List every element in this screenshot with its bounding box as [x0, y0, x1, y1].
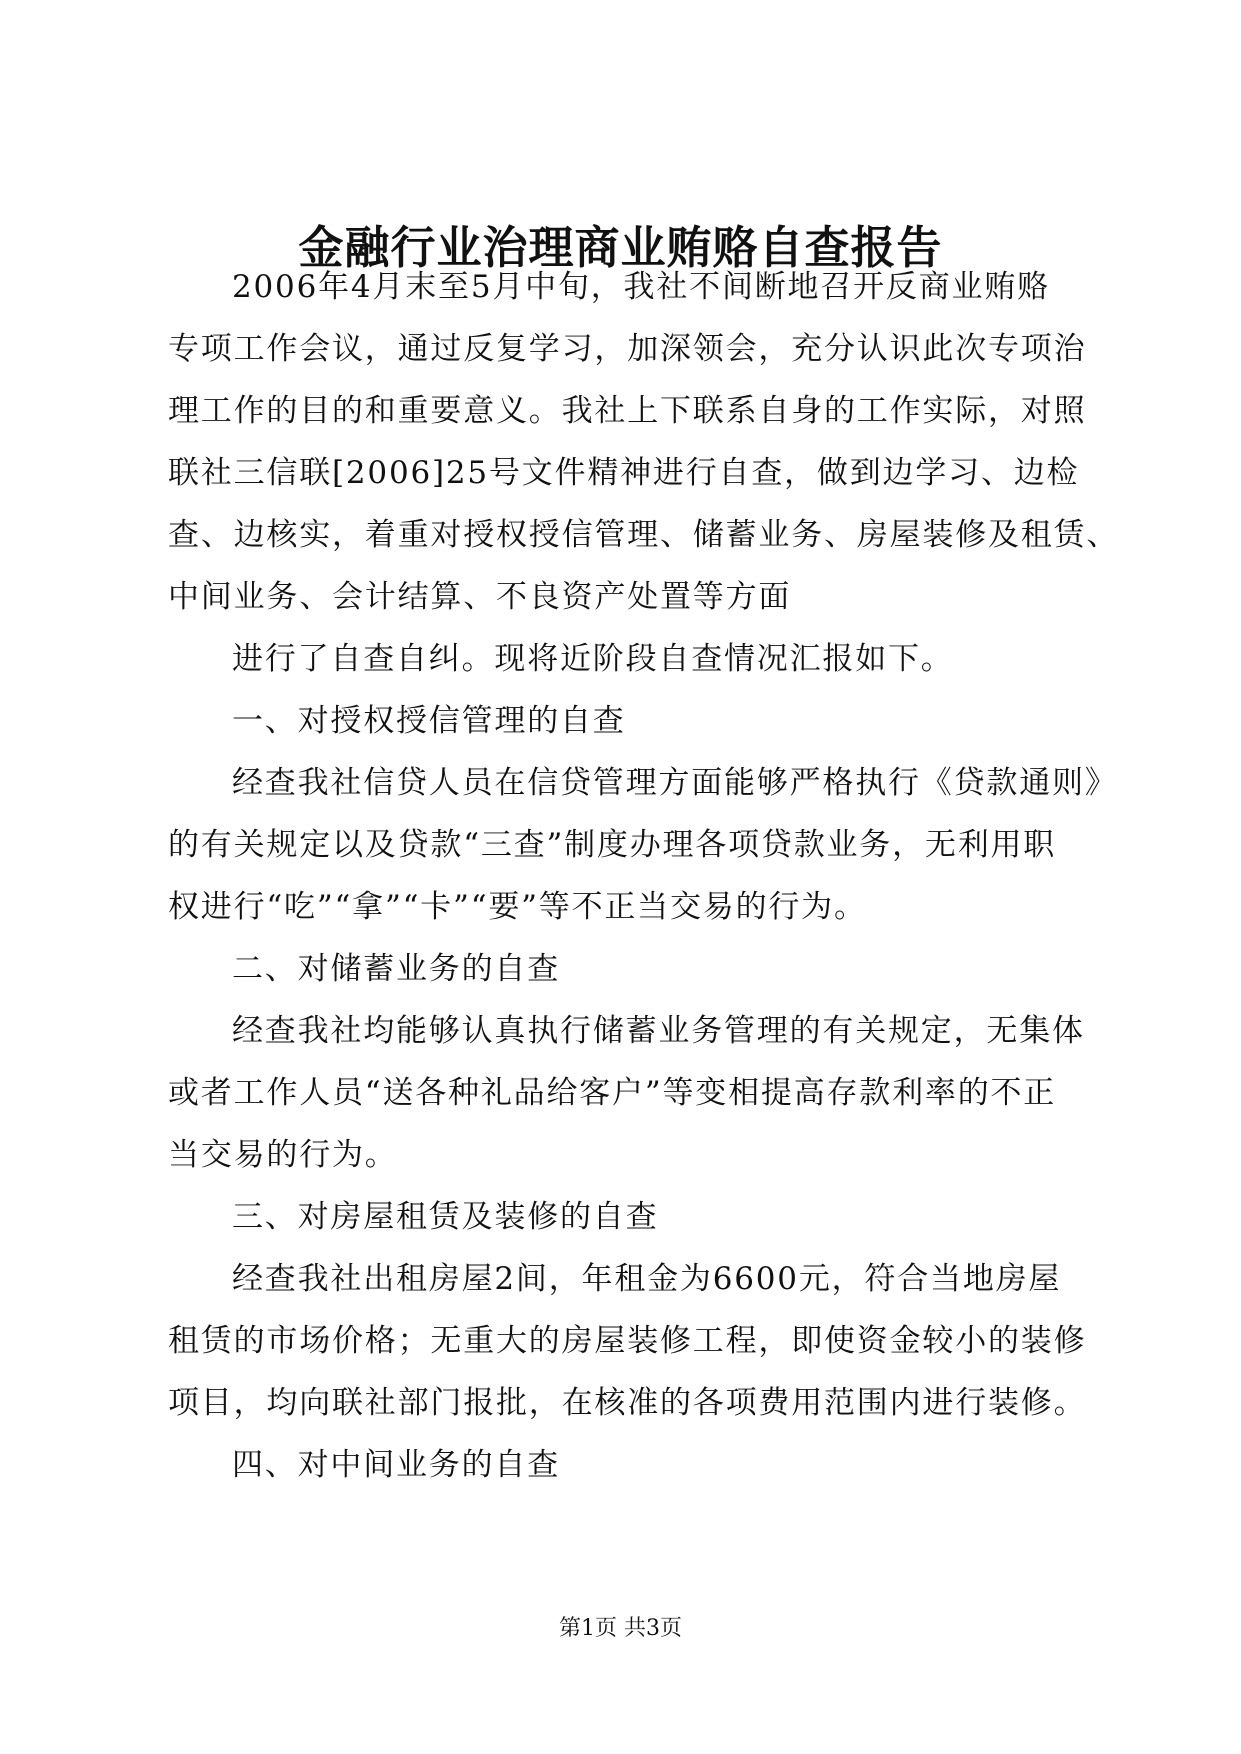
page-footer: 第1页 共3页: [559, 1616, 682, 1641]
document-title: 金融行业治理商业贿赂自查报告: [298, 221, 943, 274]
text-line-4: 联社三信联[2006]25号文件精神进行自查，做到边学习、边检: [168, 455, 1080, 491]
section-heading-2: 二、对储蓄业务的自查: [232, 951, 560, 987]
text-line-2: 专项工作会议，通过反复学习，加深领会，充分认识此次专项治: [168, 331, 1087, 367]
text-line-12: 或者工作人员“送各种礼品给客户”等变相提高存款利率的不正: [168, 1075, 1057, 1111]
text-line-7: 进行了自查自纠。现将近阶段自查情况汇报如下。: [232, 641, 954, 677]
text-line-8: 经查我社信贷人员在信贷管理方面能够严格执行《贷款通则》: [232, 765, 1118, 801]
text-line-10: 权进行“吃”“拿”“卡”“要”等不正当交易的行为。: [168, 889, 867, 925]
section-heading-3: 三、对房屋租赁及装修的自查: [232, 1199, 659, 1235]
section-heading-4: 四、对中间业务的自查: [232, 1447, 560, 1483]
text-line-6: 中间业务、会计结算、不良资产处置等方面: [168, 579, 792, 615]
text-line-1: 2006年4月末至5月中旬，我社不间断地召开反商业贿赂: [232, 269, 1050, 305]
section-heading-1: 一、对授权授信管理的自查: [232, 703, 626, 739]
text-line-13: 当交易的行为。: [168, 1137, 398, 1173]
text-line-16: 项目，均向联社部门报批，在核准的各项费用范围内进行装修。: [168, 1385, 1087, 1421]
text-line-14: 经查我社出租房屋2间，年租金为6600元，符合当地房屋: [232, 1261, 1062, 1297]
text-line-11: 经查我社均能够认真执行储蓄业务管理的有关规定，无集体: [232, 1013, 1085, 1049]
text-line-15: 租赁的市场价格；无重大的房屋装修工程，即使资金较小的装修: [168, 1323, 1087, 1359]
text-line-3: 理工作的目的和重要意义。我社上下联系自身的工作实际，对照: [168, 393, 1087, 429]
text-line-9: 的有关规定以及贷款“三查”制度办理各项贷款业务，无利用职: [168, 827, 1057, 863]
text-line-5: 查、边核实，着重对授权授信管理、储蓄业务、房屋装修及租赁、: [168, 517, 1120, 553]
